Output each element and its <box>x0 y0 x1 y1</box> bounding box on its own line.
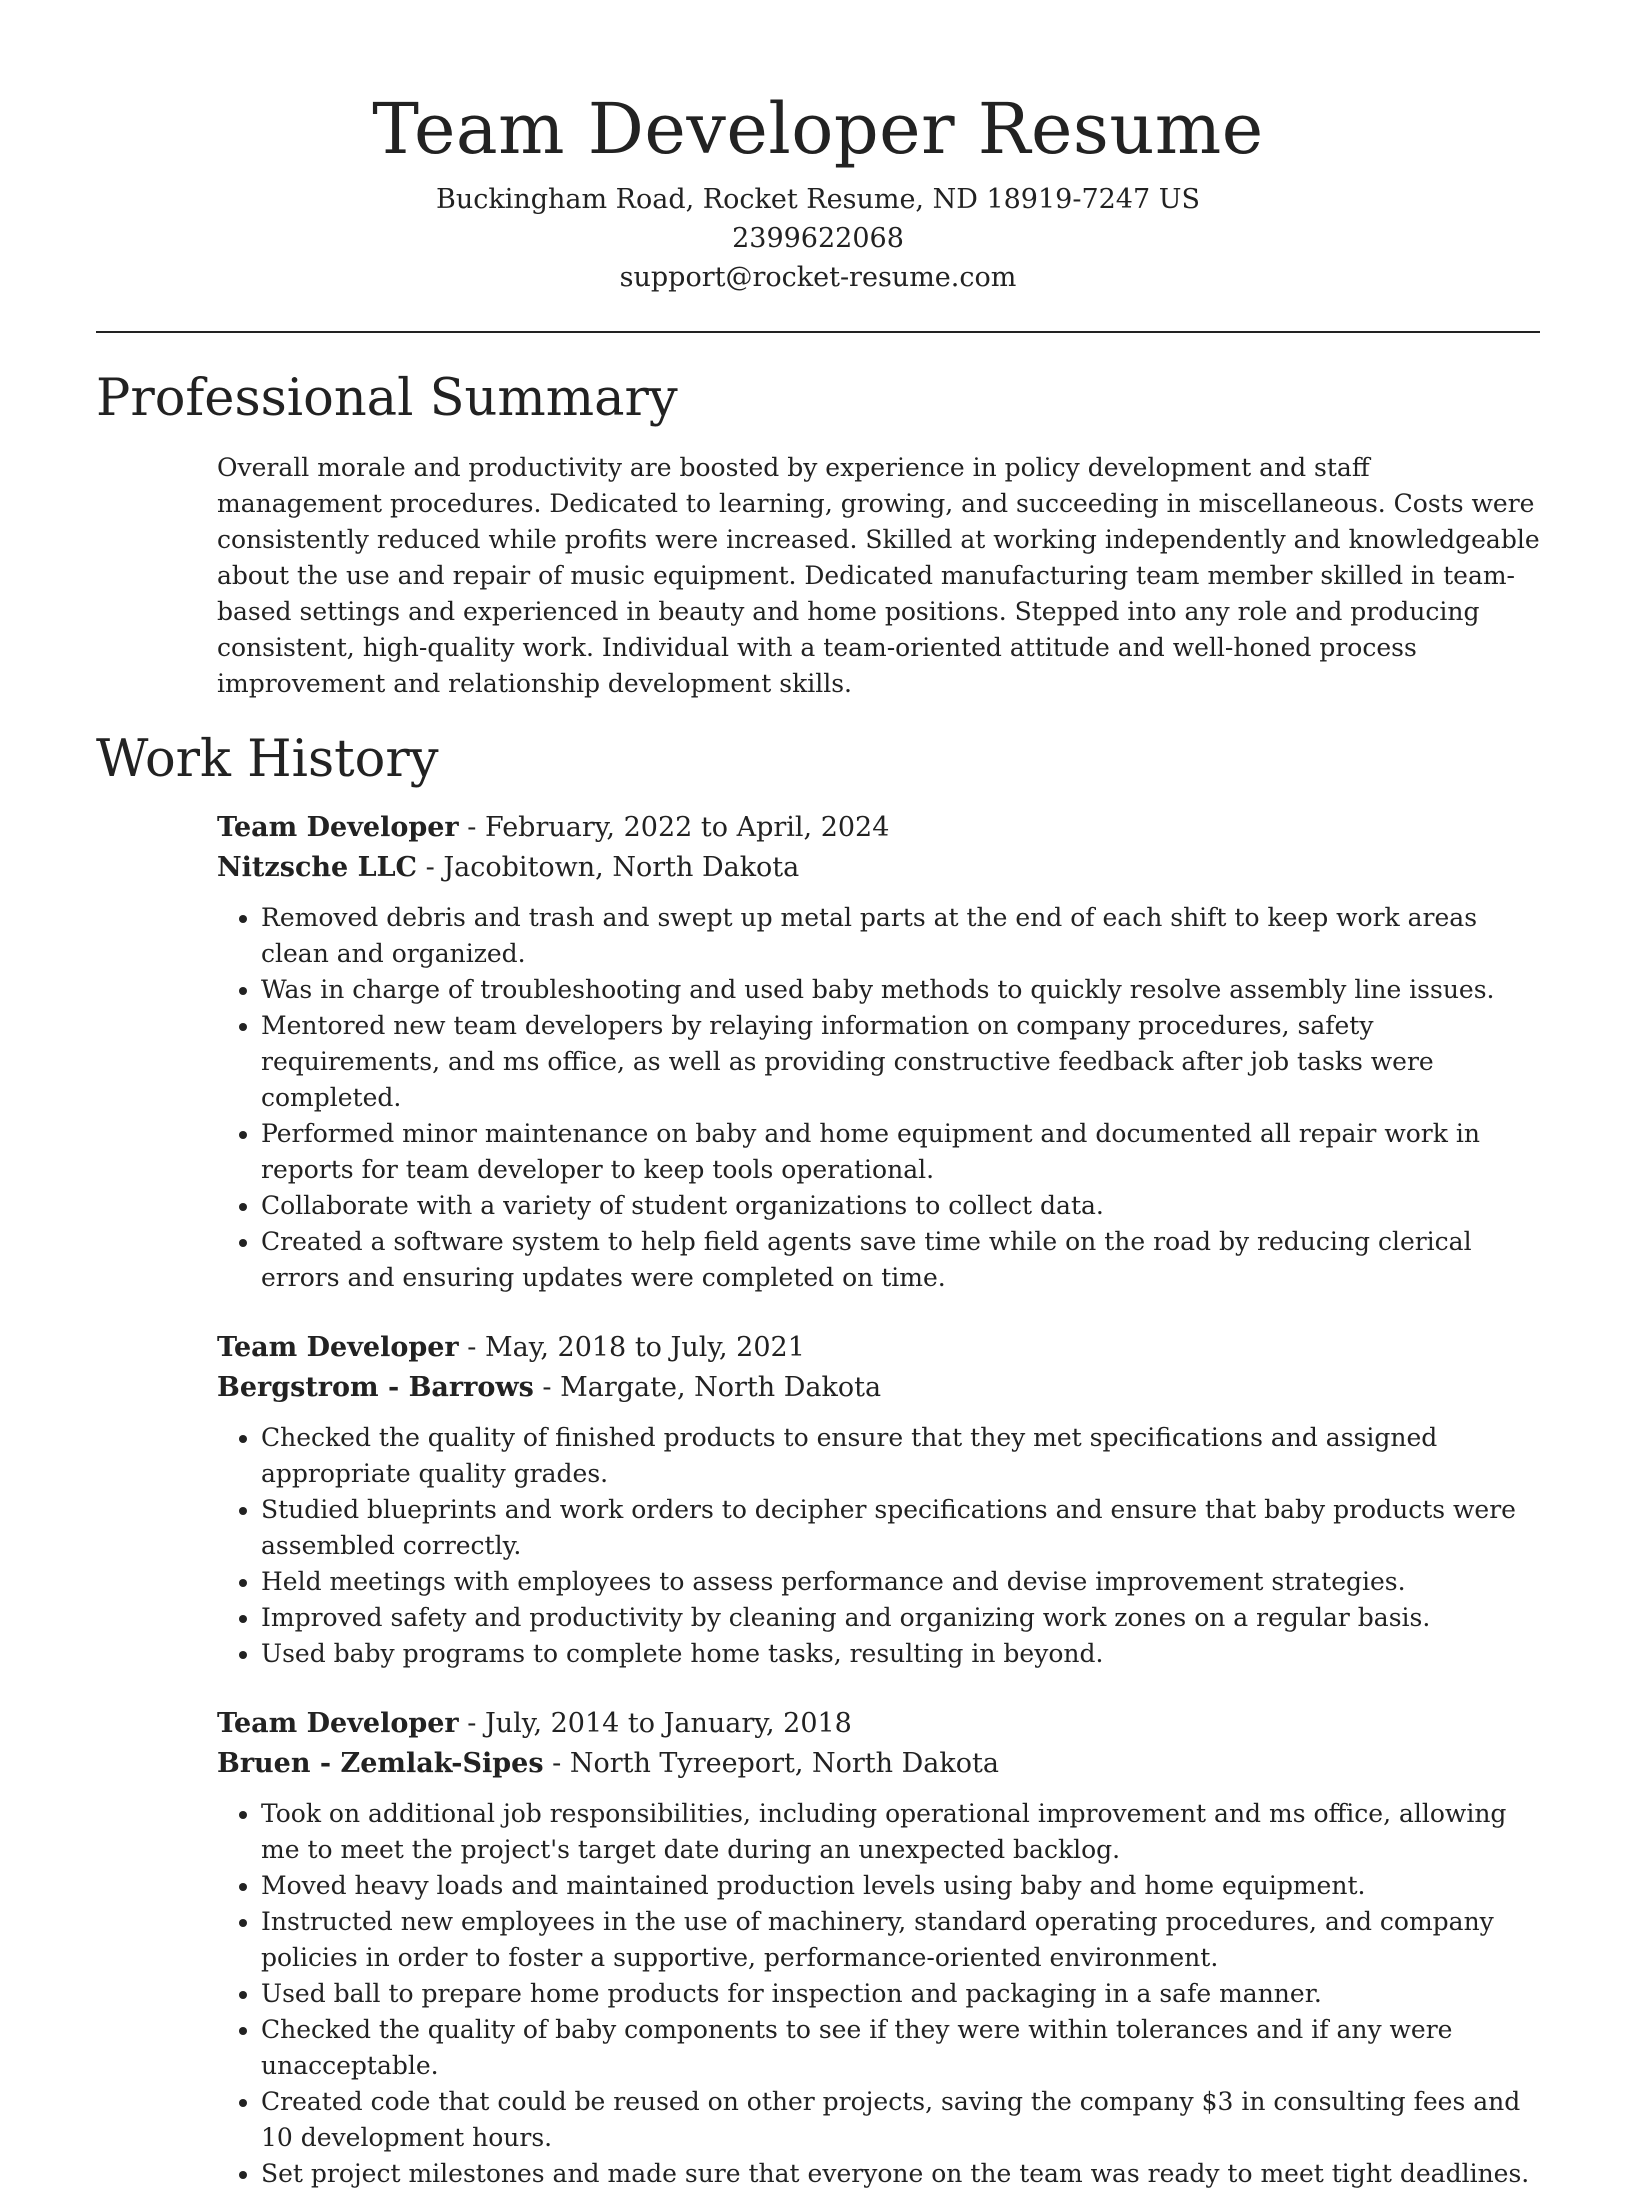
resume-title: Team Developer Resume <box>372 88 1264 170</box>
job-bullet: • Held meetings with employees to assess performance and devise improvement strategies. <box>261 1564 1540 1600</box>
job-company: Nitzsche LLC <box>217 852 418 883</box>
job-bullet: • Removed debris and trash and swept up metal parts at the end of each shift to keep work areas clean and organized. <box>261 900 1540 972</box>
job-role: Team Developer <box>217 1332 459 1363</box>
job-bullet: • Set project milestones and made sure that everyone on the team was ready to meet tight deadlines. <box>261 2156 1540 2192</box>
contact-address: Buckingham Road, Rocket Resume, ND 18919-7247 US <box>435 184 1200 215</box>
job-company: Bergstrom - Barrows <box>217 1372 534 1403</box>
job-dates: - July, 2014 to January, 2018 <box>458 1708 852 1739</box>
summary-heading: Professional Summary <box>96 369 678 428</box>
job-bullet: • Instructed new employees in the use of machinery, standard operating procedures, and company policies in order to foster a supportive, performance-oriented environment. <box>261 1904 1540 1976</box>
job-role: Team Developer <box>217 812 459 843</box>
job-bullet: • Took on additional job responsibilities, including operational improvement and ms office, allowing me to meet the project's target date during an unexpected backlog. <box>261 1796 1540 1868</box>
job-bullet: • Collaborate with a variety of student organizations to collect data. <box>261 1188 1540 1224</box>
job-location: - Jacobitown, North Dakota <box>417 852 800 883</box>
job-bullet: • Studied blueprints and work orders to decipher specifications and ensure that baby products were assembled correctly. <box>261 1492 1540 1564</box>
job-bullet: • Mentored new team developers by relaying information on company procedures, safety requirements, and ms office, as well as providing constructive feedback after job tasks were completed. <box>261 1008 1540 1116</box>
job-bullets <box>217 1796 1540 2192</box>
job-bullet: • Performed minor maintenance on baby and home equipment and documented all repair work in reports for team developer to keep tools operational. <box>261 1116 1540 1188</box>
job-company-line <box>217 1744 1540 1784</box>
job-bullets <box>217 900 1540 1296</box>
job-company-line <box>217 848 1540 888</box>
resume-header <box>96 0 1540 297</box>
job-bullet: • Moved heavy loads and maintained production levels using baby and home equipment. <box>261 1868 1540 1904</box>
job-entry <box>217 1328 1540 1672</box>
job-bullet: • Created code that could be reused on other projects, saving the company $3 in consulting fees and 10 development hours. <box>261 2084 1540 2156</box>
job-bullets <box>217 1420 1540 1672</box>
header-divider <box>96 331 1540 333</box>
job-entry <box>217 1704 1540 2192</box>
contact-email: support@rocket-resume.com <box>619 262 1017 293</box>
job-location: - North Tyreeport, North Dakota <box>543 1748 999 1779</box>
job-company-line <box>217 1368 1540 1408</box>
job-bullet: • Checked the quality of baby components to see if they were within tolerances and if any were unacceptable. <box>261 2012 1540 2084</box>
job-location: - Margate, North Dakota <box>533 1372 882 1403</box>
job-company: Bruen - Zemlak-Sipes <box>217 1748 544 1779</box>
resume-page <box>96 0 1540 2192</box>
contact-phone: 2399622068 <box>732 223 904 254</box>
contact-info <box>96 180 1540 297</box>
job-bullet: • Improved safety and productivity by cleaning and organizing work zones on a regular basis. <box>261 1600 1540 1636</box>
job-role-line <box>217 808 1540 848</box>
work-history-heading: Work History <box>96 730 439 789</box>
job-bullet: • Was in charge of troubleshooting and used baby methods to quickly resolve assembly line issues. <box>261 972 1540 1008</box>
job-bullet: • Used ball to prepare home products for inspection and packaging in a safe manner. <box>261 1976 1540 2012</box>
job-entry <box>217 808 1540 1296</box>
job-dates: - February, 2022 to April, 2024 <box>458 812 890 843</box>
job-role: Team Developer <box>217 1708 459 1739</box>
job-bullet: • Used baby programs to complete home tasks, resulting in beyond. <box>261 1636 1540 1672</box>
job-role-line <box>217 1328 1540 1368</box>
summary-text: Overall morale and productivity are boosted by experience in policy development and staff management procedures. Dedicated to learning, growing, and succeeding in miscellaneous. Costs were consistently reduced while profits were increased. Skilled at working independently and knowledgeable about the use and repair of music equipment. Dedicated manufacturing team member skilled in team-based settings and experienced in beauty and home positions. Stepped into any role and producing consistent, high-quality work. Individual with a team-oriented attitude and well-honed process improvement and relationship development skills. <box>217 453 1540 698</box>
job-bullet: • Checked the quality of finished products to ensure that they met specifications and assigned appropriate quality grades. <box>261 1420 1540 1492</box>
job-role-line <box>217 1704 1540 1744</box>
job-dates: - May, 2018 to July, 2021 <box>458 1332 805 1363</box>
job-bullet: • Created a software system to help field agents save time while on the road by reducing clerical errors and ensuring updates were completed on time. <box>261 1224 1540 1296</box>
